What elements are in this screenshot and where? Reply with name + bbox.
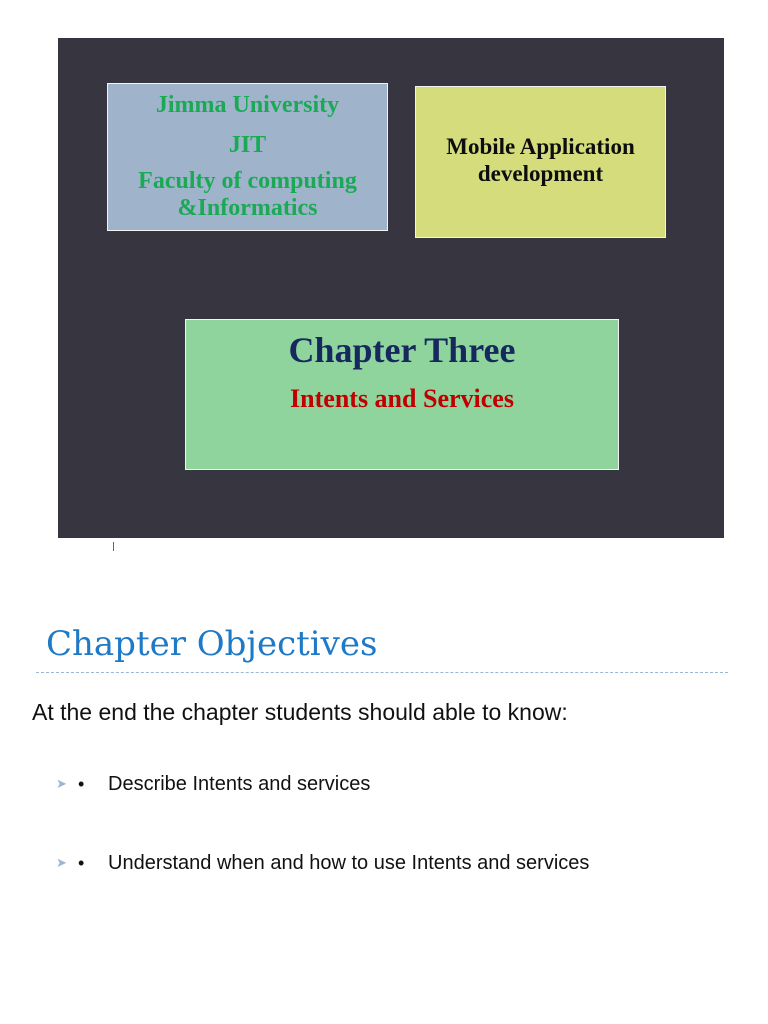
- faculty-name: Faculty of computing &Informatics: [138, 168, 357, 221]
- course-box: [415, 86, 666, 238]
- arrow-bullet-icon: ➤: [56, 855, 67, 870]
- course-title-line1: Mobile Application: [446, 134, 635, 159]
- objectives-intro: At the end the chapter students should able to know:: [32, 699, 568, 725]
- chapter-title: Chapter Three: [288, 330, 516, 370]
- university-name: Jimma University: [155, 92, 340, 118]
- course-title-line2: development: [477, 161, 604, 186]
- objective-text: Understand when and how to use Intents and services: [108, 851, 590, 874]
- title-slide: [58, 38, 724, 538]
- title-divider: [36, 672, 728, 673]
- university-box: [107, 83, 388, 231]
- institute-name: JIT: [228, 132, 267, 158]
- bullet-dot: •: [78, 773, 85, 794]
- chapter-box: [185, 319, 619, 470]
- objective-item: [56, 770, 370, 798]
- objective-text: Describe Intents and services: [108, 772, 371, 795]
- arrow-bullet-icon: ➤: [56, 776, 67, 791]
- chapter-subtitle: Intents and Services: [290, 384, 514, 413]
- objectives-title: Chapter Objectives: [46, 624, 378, 664]
- objective-item: [56, 849, 589, 877]
- bullet-dot: •: [78, 852, 85, 873]
- page-number-mark: [113, 542, 114, 551]
